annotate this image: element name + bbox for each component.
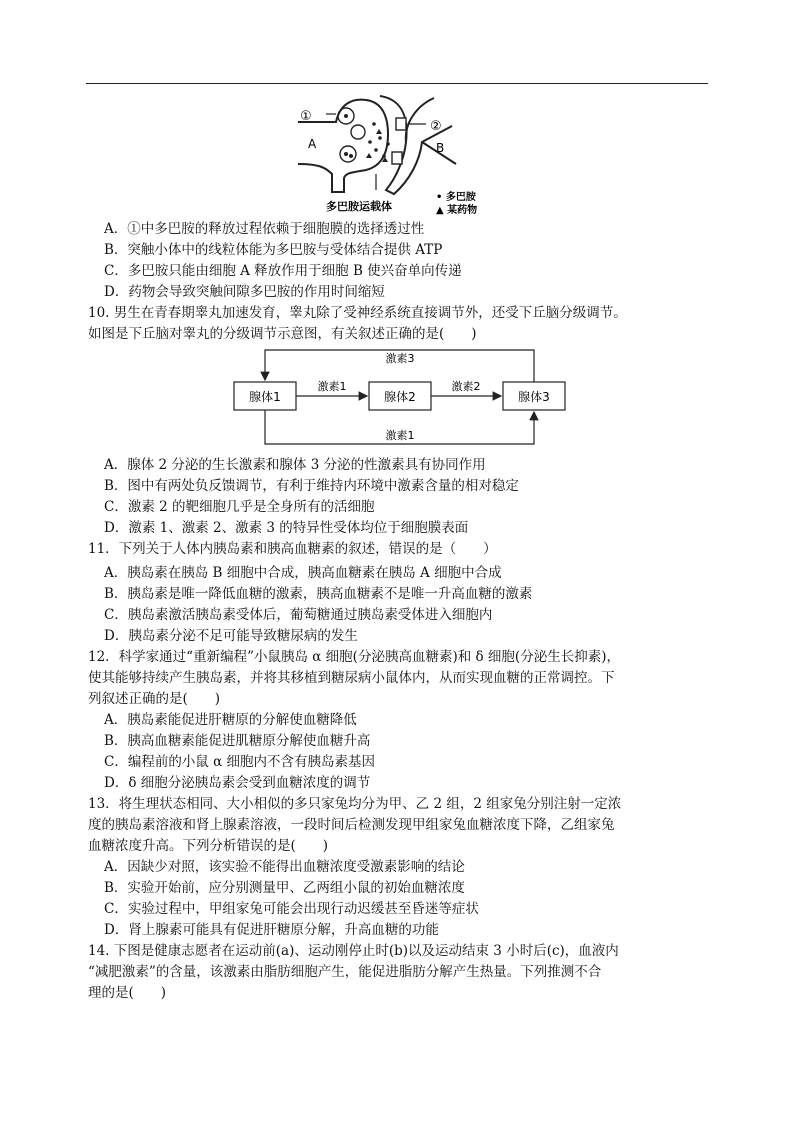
q13-option-b: B．实验开始前，应分别测量甲、乙两组小鼠的初始血糖浓度 — [104, 880, 465, 896]
cell-b-label: B — [436, 141, 445, 155]
q13-option-c: C．实验过程中，甲组家兔可能会出现行动迟缓甚至昏迷等症状 — [104, 901, 479, 917]
q13-stem-line2: 度的胰岛素溶液和肾上腺素溶液，一段时间后检测发现甲组家兔血糖浓度下降，乙组家兔 — [88, 817, 615, 833]
q12-option-c: C．编程前的小鼠 α 细胞内不含有胰岛素基因 — [104, 754, 376, 770]
hormone2-label: 激素2 — [451, 380, 481, 393]
legend-drug: ▲ 某药物 — [436, 205, 478, 216]
hormone3-label: 激素3 — [385, 352, 415, 365]
transporter-label: 多巴胺运载体 — [326, 200, 392, 213]
synapse-figure — [296, 94, 496, 218]
q12-option-a: A．胰岛素能促进肝糖原的分解使血糖降低 — [104, 712, 357, 728]
hormone1-label: 激素1 — [317, 380, 347, 393]
gland3-box: 腺体3 — [518, 390, 550, 404]
q12-stem-line3: 列叙述正确的是( ) — [88, 691, 221, 707]
hormone-flow-figure — [232, 346, 568, 448]
q10-stem-line2: 如图是下丘脑对睾丸的分级调节示意图，有关叙述正确的是( ) — [88, 326, 477, 342]
q13-option-d: D．肾上腺素可能具有促进肝糖原分解，升高血糖的功能 — [104, 922, 439, 938]
hormone1-bottom-label: 激素1 — [385, 429, 415, 442]
cell-a-label: A — [308, 137, 317, 151]
q13-option-a: A．因缺少对照，该实验不能得出血糖浓度受激素影响的结论 — [104, 859, 465, 875]
header-rule — [86, 83, 708, 84]
q11-option-b: B．胰岛素是唯一降低血糖的激素，胰高血糖素不是唯一升高血糖的激素 — [104, 586, 533, 602]
q14-stem-line2: “减肥激素”的含量，该激素由脂肪细胞产生，能促进脂肪分解产生热量。下列推测不合 — [88, 964, 602, 980]
q11-option-c: C．胰岛素激活胰岛素受体后，葡萄糖通过胰岛素受体进入细胞内 — [104, 607, 493, 623]
synapse-diagram — [296, 94, 496, 218]
gland2-box: 腺体2 — [384, 390, 416, 404]
q13-stem-line3: 血糖浓度升高。下列分析错误的是( ) — [88, 838, 329, 854]
q12-stem-line1: 12．科学家通过“重新编程”小鼠胰岛 α 细胞(分泌胰高血糖素)和 δ 细胞(分泌生长抑素)， — [88, 649, 620, 665]
q14-stem-line1: 14. 下图是健康志愿者在运动前(a)、运动刚停止时(b)以及运动结束 3 小时后(c)，血液内 — [88, 943, 619, 959]
q10-stem-line1: 10. 男生在青春期睾丸加速发育，睾丸除了受神经系统直接调节外，还受下丘脑分级调节。 — [88, 305, 627, 321]
q12-option-d: D．δ 细胞分泌胰岛素会受到血糖浓度的调节 — [104, 775, 371, 791]
circle1-label: ① — [300, 109, 312, 124]
q10-option-a: A．腺体 2 分泌的生长激素和腺体 3 分泌的性激素具有协同作用 — [104, 457, 486, 473]
hormone-flow-diagram — [232, 346, 568, 448]
q12-stem-line2: 使其能够持续产生胰岛素，并将其移植到糖尿病小鼠体内，从而实现血糖的正常调控。下 — [88, 670, 615, 686]
q12-option-b: B．胰高血糖素能促进肌糖原分解使血糖升高 — [104, 733, 371, 749]
q10-option-c: C．激素 2 的靶细胞几乎是全身所有的活细胞 — [104, 499, 375, 515]
q10-option-b: B．图中有两处负反馈调节，有利于维持内环境中激素含量的相对稳定 — [104, 478, 519, 494]
gland1-box: 腺体1 — [249, 390, 281, 404]
q9-option-d: D．药物会导致突触间隙多巴胺的作用时间缩短 — [104, 284, 385, 300]
q9-option-c: C．多巴胺只能由细胞 A 释放作用于细胞 B 使兴奋单向传递 — [104, 263, 462, 279]
q9-option-b: B．突触小体中的线粒体能为多巴胺与受体结合提供 ATP — [104, 242, 443, 258]
q9-option-a: A．①中多巴胺的释放过程依赖于细胞膜的选择透过性 — [104, 221, 425, 237]
q11-stem: 11．下列关于人体内胰岛素和胰高血糖素的叙述，错误的是（ ） — [88, 541, 497, 557]
q14-stem-line3: 理的是( ) — [88, 985, 167, 1001]
legend-dopamine: • 多巴胺 — [436, 192, 476, 203]
circle2-label: ② — [430, 119, 442, 134]
q10-option-d: D．激素 1、激素 2、激素 3 的特异性受体均位于细胞膜表面 — [104, 520, 469, 536]
q11-option-a: A．胰岛素在胰岛 B 细胞中合成，胰高血糖素在胰岛 A 细胞中合成 — [104, 565, 502, 581]
q13-stem-line1: 13．将生理状态相同、大小相似的多只家兔均分为甲、乙 2 组，2 组家兔分别注射一定浓 — [88, 796, 622, 812]
q11-option-d: D．胰岛素分泌不足可能导致糖尿病的发生 — [104, 628, 358, 644]
